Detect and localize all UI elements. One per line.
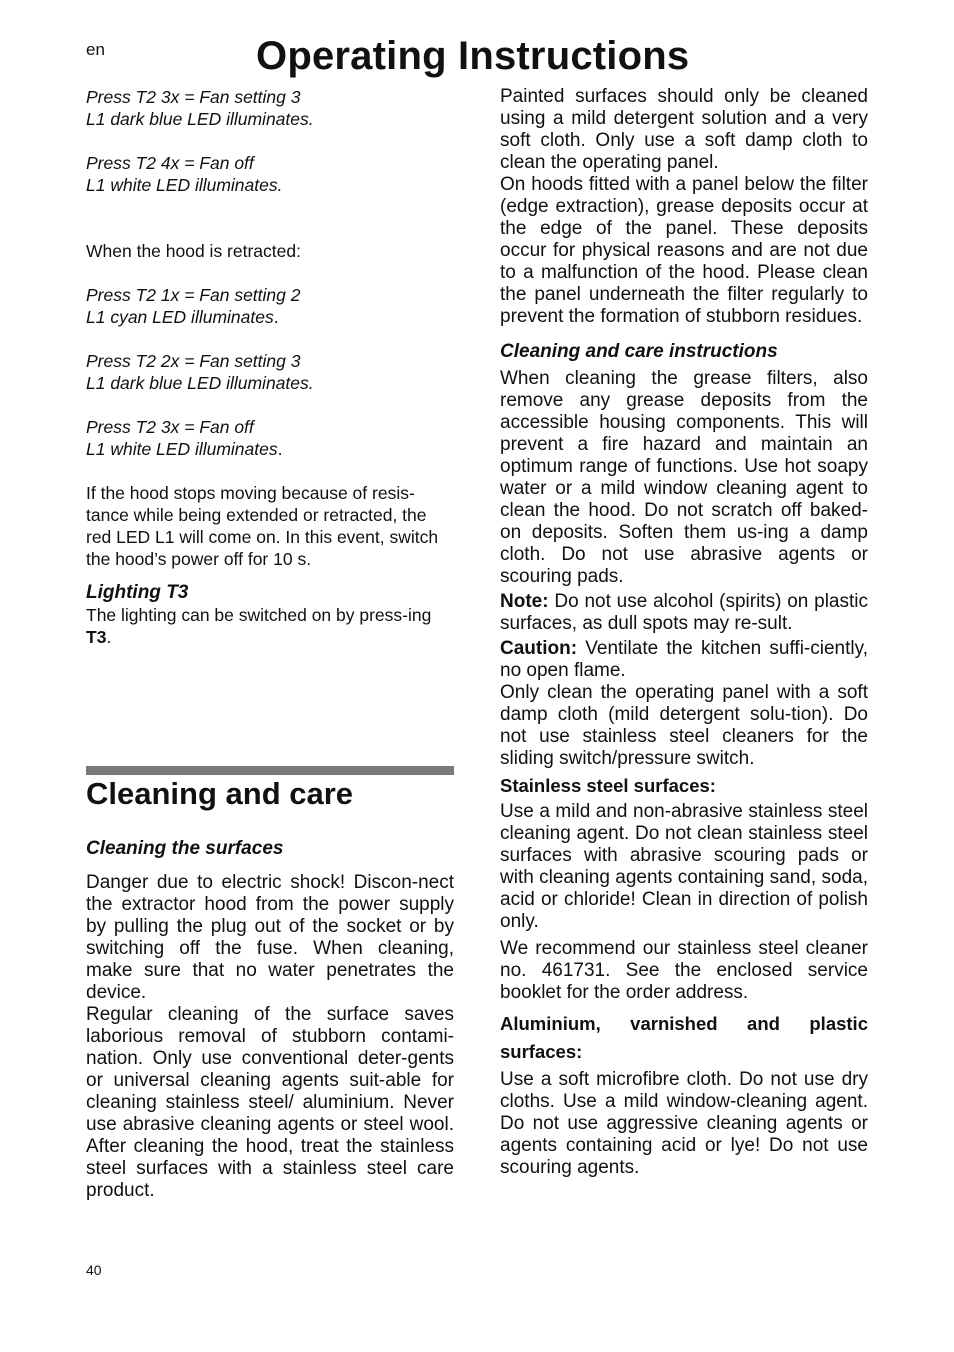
note-paragraph: Note: Do not use alcohol (spirits) on plastic surfaces, as dull spots may re-sult. (500, 591, 868, 634)
left-column (86, 86, 454, 648)
operating-panel-paragraph: Only clean the operating panel with a soft damp cloth (mild detergent solu-tion). Do not use stainless steel cleaners for the sliding switch/pressure switch. (500, 682, 868, 769)
instruction-line: Press T2 1x = Fan setting 2 (86, 285, 301, 305)
instruction-line: Press T2 4x = Fan off (86, 153, 254, 173)
language-code: en (86, 40, 105, 59)
right-column (500, 86, 868, 1179)
instruction-line: Press T2 3x = Fan setting 3 (86, 87, 301, 107)
edge-extraction-paragraph: On hoods fitted with a panel below the filter (edge extraction), grease deposits occur at the edge of the panel. These deposits occur for physical reasons and are not due to a malfunction of the hood. Please clean the panel underneath the filter regularly to prevent the formation of stubborn residues. (500, 174, 868, 327)
stainless-steel-paragraph: Use a mild and non-abrasive stainless steel cleaning agent. Do not clean stainless steel surfaces with abrasive scouring pads or with cleaning agents containing sand, soda, acid or chloride! Clean in direction of polish only. (500, 801, 868, 932)
lighting-paragraph: The lighting can be switched on by press-ing T3. (86, 605, 432, 647)
recommend-paragraph: We recommend our stainless steel cleaner no. 461731. See the enclosed service booklet for the order address. (500, 938, 868, 1003)
care-paragraph: When cleaning the grease filters, also remove any grease deposits from the accessible housing components. This will prevent a fire hazard and maintain an optimum range of functions. Use hot soapy water or a mild window cleaning agent to clean the hood. Do not scratch off baked-on deposits. Soften them us-ing a damp cloth. Do not use abrasive agents or scouring pads. (500, 368, 868, 587)
painted-paragraph: Painted surfaces should only be cleaned using a mild detergent solution and a very soft cloth. Only use a soft damp cloth to clean the operating panel. (500, 86, 868, 173)
regular-cleaning-paragraph: Regular cleaning of the surface saves laborious removal of stubborn contami-nation. Only use conventional deter-gents or universal cleaning agents suit-able for cleaning stainless steel/ aluminium. Never use abrasive cleaning agents or steel wool. After cleaning the hood, treat the stainless steel surfaces with a stainless steel care product. (86, 1004, 454, 1201)
section-title: Cleaning and care (86, 776, 354, 811)
page-title: Operating Instructions (256, 34, 690, 78)
stainless-steel-heading: Stainless steel surfaces: (500, 775, 716, 796)
section-divider (86, 766, 454, 775)
instruction-line: L1 dark blue LED illuminates. (86, 373, 314, 393)
page-number: 40 (86, 1262, 102, 1278)
care-instructions-heading: Cleaning and care instructions (500, 341, 778, 362)
instruction-line: L1 white LED illuminates. (86, 439, 283, 459)
surfaces-paragraph: Danger due to electric shock! Discon-nect the extractor hood from the power supply by pulling the plug out of the socket or by switching off the fuse. When cleaning, make sure that no water penetrates the device. (86, 872, 454, 1003)
left-column-lower (86, 838, 454, 1202)
instruction-line: Press T2 2x = Fan setting 3 (86, 351, 301, 371)
instruction-line: L1 dark blue LED illuminates. (86, 109, 314, 129)
instruction-line: L1 white LED illuminates. (86, 175, 283, 195)
instruction-line: L1 cyan LED illuminates. (86, 307, 279, 327)
caution-paragraph: Caution: Ventilate the kitchen suffi-ciently, no open flame. (500, 638, 868, 681)
resistance-paragraph: If the hood stops moving because of resis-tance while being extended or retracted, the red LED L1 will come on. In this event, switch the hood’s power off for 10 s. (86, 483, 439, 569)
instruction-line: Press T2 3x = Fan off (86, 417, 254, 437)
lighting-heading: Lighting T3 (86, 582, 189, 603)
aluminium-heading: Aluminium, varnished and plastic surfaces: (500, 1013, 868, 1062)
surfaces-heading: Cleaning the surfaces (86, 838, 284, 859)
retracted-label: When the hood is retracted: (86, 241, 301, 261)
aluminium-paragraph: Use a soft microfibre cloth. Do not use dry cloths. Use a mild window-cleaning agent. Do not use aggressive cleaning agents or agents containing acid or lye! Do not use scouring agents. (500, 1069, 868, 1178)
